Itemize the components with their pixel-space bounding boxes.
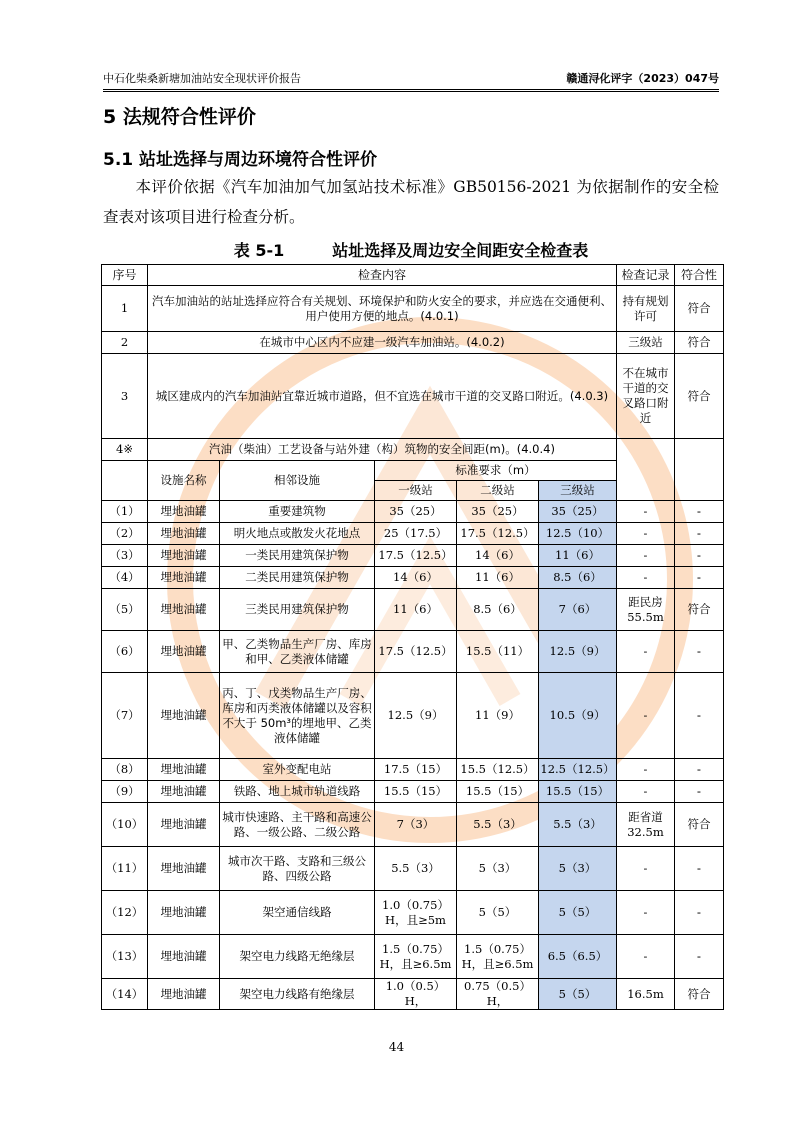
row-record: - xyxy=(617,631,675,673)
row-record: - xyxy=(617,935,675,979)
item-no: 3 xyxy=(102,354,148,439)
item-content: 在城市中心区内不应建一级汽车加油站。(4.0.2) xyxy=(148,332,617,354)
row-no: （4） xyxy=(102,567,148,589)
row-related: 甲、乙类物品生产厂房、库房和甲、乙类液体储罐 xyxy=(220,631,375,673)
distance-row xyxy=(102,589,724,631)
row-no: （12） xyxy=(102,891,148,935)
row-facility: 埋地油罐 xyxy=(148,935,220,979)
header-no: 序号 xyxy=(102,265,148,286)
row-related: 明火地点或散发火花地点 xyxy=(220,523,375,545)
row-level1: 1.5（0.75）H，且≥6.5m xyxy=(375,935,457,979)
item-content: 城区建成内的汽车加油站宜靠近城市道路，但不宜选在城市干道的交叉路口附近。(4.0.3) xyxy=(148,354,617,439)
row-level1: 17.5（15） xyxy=(375,759,457,781)
row-level1: 17.5（12.5） xyxy=(375,545,457,567)
table-row xyxy=(102,439,724,461)
row-level2: 15.5（15） xyxy=(457,781,539,803)
row-facility: 埋地油罐 xyxy=(148,673,220,759)
row-no: （13） xyxy=(102,935,148,979)
row-no: （2） xyxy=(102,523,148,545)
row-level3: 5.5（3） xyxy=(539,803,617,847)
row-level1: 12.5（9） xyxy=(375,673,457,759)
row-related: 三类民用建筑保护物 xyxy=(220,589,375,631)
distance-row xyxy=(102,935,724,979)
item-no: 1 xyxy=(102,286,148,332)
row-level3: 8.5（6） xyxy=(539,567,617,589)
row-level3: 5（3） xyxy=(539,847,617,891)
table-row xyxy=(102,354,724,439)
row-related: 铁路、地上城市轨道线路 xyxy=(220,781,375,803)
row-record: - xyxy=(617,891,675,935)
item-no: 2 xyxy=(102,332,148,354)
item-conform: 符合 xyxy=(675,286,724,332)
header-conform: 符合性 xyxy=(675,265,724,286)
distance-row xyxy=(102,673,724,759)
row-facility: 埋地油罐 xyxy=(148,567,220,589)
distance-row xyxy=(102,979,724,1010)
row-level3: 11（6） xyxy=(539,545,617,567)
row-level1: 11（6） xyxy=(375,589,457,631)
row-record: 16.5m xyxy=(617,979,675,1010)
row-record: - xyxy=(617,781,675,803)
row-level3: 12.5（12.5） xyxy=(539,759,617,781)
row-facility: 埋地油罐 xyxy=(148,803,220,847)
row-no: （9） xyxy=(102,781,148,803)
row-no: （8） xyxy=(102,759,148,781)
distance-row xyxy=(102,759,724,781)
distance-row xyxy=(102,781,724,803)
row-level3: 5（5） xyxy=(539,891,617,935)
row-related: 丙、丁、戊类物品生产厂房、库房和丙类液体储罐以及容积不大于 50m³的埋地甲、乙类液体储罐 xyxy=(220,673,375,759)
row-level2: 17.5（12.5） xyxy=(457,523,539,545)
row-conform: - xyxy=(675,631,724,673)
row-conform: - xyxy=(675,523,724,545)
row-no: （11） xyxy=(102,847,148,891)
row-level1: 7（3） xyxy=(375,803,457,847)
row-level3: 12.5（10） xyxy=(539,523,617,545)
row-related: 重要建筑物 xyxy=(220,501,375,523)
table-row xyxy=(102,332,724,354)
sub-header-facility: 设施名称 xyxy=(148,461,220,501)
row-related: 一类民用建筑保护物 xyxy=(220,545,375,567)
row-level1: 25（17.5） xyxy=(375,523,457,545)
distance-row xyxy=(102,523,724,545)
row-level2: 8.5（6） xyxy=(457,589,539,631)
body-paragraph: 本评价依据《汽车加油加气加氢站技术标准》GB50156-2021 为依据制作的安全检查表对该项目进行检查分析。 xyxy=(103,178,719,226)
sub-header-level2: 二级站 xyxy=(457,481,539,501)
row-level3: 12.5（9） xyxy=(539,631,617,673)
distance-row xyxy=(102,631,724,673)
row-level2: 11（6） xyxy=(457,567,539,589)
row-related: 城市快速路、主干路和高速公路、一级公路、二级公路 xyxy=(220,803,375,847)
row-level2: 5.5（3） xyxy=(457,803,539,847)
row-facility: 埋地油罐 xyxy=(148,631,220,673)
row-level3: 10.5（9） xyxy=(539,673,617,759)
row-related: 城市次干路、支路和三级公路、四级公路 xyxy=(220,847,375,891)
row-level2: 1.5（0.75）H，且≥6.5m xyxy=(457,935,539,979)
header-rule xyxy=(103,89,719,90)
row-related: 架空电力线路有绝缘层 xyxy=(220,979,375,1010)
row-no: （1） xyxy=(102,501,148,523)
sub-header-standard: 标准要求（m） xyxy=(375,461,617,481)
row-level2: 15.5（11） xyxy=(457,631,539,673)
row-level2: 5（5） xyxy=(457,891,539,935)
header-content: 检查内容 xyxy=(148,265,617,286)
table-caption xyxy=(103,238,719,261)
item-record: 不在城市干道的交叉路口附近 xyxy=(617,354,675,439)
row-facility: 埋地油罐 xyxy=(148,545,220,567)
distance-row xyxy=(102,891,724,935)
table-row xyxy=(102,286,724,332)
row-level3: 15.5（15） xyxy=(539,781,617,803)
row-level2: 15.5（12.5） xyxy=(457,759,539,781)
item-record: 持有规划许可 xyxy=(617,286,675,332)
row-level2: 14（6） xyxy=(457,545,539,567)
row-facility: 埋地油罐 xyxy=(148,759,220,781)
row-related: 室外变配电站 xyxy=(220,759,375,781)
row-record: - xyxy=(617,759,675,781)
row-conform: 符合 xyxy=(675,803,724,847)
subsection-title: 5.1 站址选择与周边环境符合性评价 xyxy=(103,150,378,170)
distance-row xyxy=(102,847,724,891)
row-record: - xyxy=(617,523,675,545)
sub-header-related: 相邻设施 xyxy=(220,461,375,501)
row-level1: 14（6） xyxy=(375,567,457,589)
row-conform: 符合 xyxy=(675,979,724,1010)
row-facility: 埋地油罐 xyxy=(148,523,220,545)
row-level2: 11（9） xyxy=(457,673,539,759)
item-content: 汽油（柴油）工艺设备与站外建（构）筑物的安全间距(m)。(4.0.4) xyxy=(148,439,617,461)
row-facility: 埋地油罐 xyxy=(148,501,220,523)
row-conform: - xyxy=(675,891,724,935)
row-conform: - xyxy=(675,935,724,979)
row-no: （10） xyxy=(102,803,148,847)
row-level3: 35（25） xyxy=(539,501,617,523)
header-report-number: 赣通浔化评字（2023）047号 xyxy=(566,72,719,85)
row-related: 架空电力线路无绝缘层 xyxy=(220,935,375,979)
row-level3: 5（5） xyxy=(539,979,617,1010)
distance-row xyxy=(102,501,724,523)
row-conform: 符合 xyxy=(675,589,724,631)
row-conform: - xyxy=(675,501,724,523)
row-record: 距民房55.5m xyxy=(617,589,675,631)
row-facility: 埋地油罐 xyxy=(148,979,220,1010)
row-conform: - xyxy=(675,759,724,781)
item-no: 4※ xyxy=(102,439,148,461)
row-conform: - xyxy=(675,673,724,759)
row-level2: 5（3） xyxy=(457,847,539,891)
row-conform: - xyxy=(675,567,724,589)
row-conform: - xyxy=(675,545,724,567)
item-record: 三级站 xyxy=(617,332,675,354)
row-level1: 17.5（12.5） xyxy=(375,631,457,673)
row-level1: 1.0（0.5）H， xyxy=(375,979,457,1010)
distance-row xyxy=(102,545,724,567)
row-no: （5） xyxy=(102,589,148,631)
page-number: 44 xyxy=(388,1040,405,1054)
row-facility: 埋地油罐 xyxy=(148,589,220,631)
table-header-row xyxy=(102,265,724,286)
header-record: 检查记录 xyxy=(617,265,675,286)
row-related: 二类民用建筑保护物 xyxy=(220,567,375,589)
row-conform: - xyxy=(675,781,724,803)
safety-check-table xyxy=(101,264,724,1010)
section-title: 5 法规符合性评价 xyxy=(103,106,256,128)
row-related: 架空通信线路 xyxy=(220,891,375,935)
row-record: 距省道32.5m xyxy=(617,803,675,847)
row-no: （6） xyxy=(102,631,148,673)
row-level2: 35（25） xyxy=(457,501,539,523)
row-record: - xyxy=(617,501,675,523)
row-level1: 1.0（0.75）H，且≥5m xyxy=(375,891,457,935)
header-report-title: 中石化柴桑新塘加油站安全现状评价报告 xyxy=(103,72,301,85)
row-record: - xyxy=(617,567,675,589)
header-rule-double xyxy=(103,91,719,92)
row-level2: 0.75（0.5）H， xyxy=(457,979,539,1010)
row-level1: 35（25） xyxy=(375,501,457,523)
row-level1: 15.5（15） xyxy=(375,781,457,803)
row-level3: 6.5（6.5） xyxy=(539,935,617,979)
table-title: 站址选择及周边安全间距安全检查表 xyxy=(332,241,589,260)
table-number: 表 5-1 xyxy=(233,241,285,260)
item-record xyxy=(617,439,675,501)
row-facility: 埋地油罐 xyxy=(148,781,220,803)
row-record: - xyxy=(617,673,675,759)
row-conform: - xyxy=(675,847,724,891)
sub-header-level1: 一级站 xyxy=(375,481,457,501)
sub-header-level3: 三级站 xyxy=(539,481,617,501)
item-content: 汽车加油站的站址选择应符合有关规划、环境保护和防火安全的要求，并应选在交通便利、用户使用方便的地点。(4.0.1) xyxy=(148,286,617,332)
row-level1: 5.5（3） xyxy=(375,847,457,891)
row-facility: 埋地油罐 xyxy=(148,891,220,935)
row-level3: 7（6） xyxy=(539,589,617,631)
item-conform: 符合 xyxy=(675,332,724,354)
item-conform: 符合 xyxy=(675,354,724,439)
row-facility: 埋地油罐 xyxy=(148,847,220,891)
row-record: - xyxy=(617,847,675,891)
row-no: （3） xyxy=(102,545,148,567)
page-header xyxy=(103,70,719,88)
row-no: （7） xyxy=(102,673,148,759)
row-record: - xyxy=(617,545,675,567)
item-conform xyxy=(675,439,724,501)
distance-row xyxy=(102,803,724,847)
distance-row xyxy=(102,567,724,589)
row-no: （14） xyxy=(102,979,148,1010)
